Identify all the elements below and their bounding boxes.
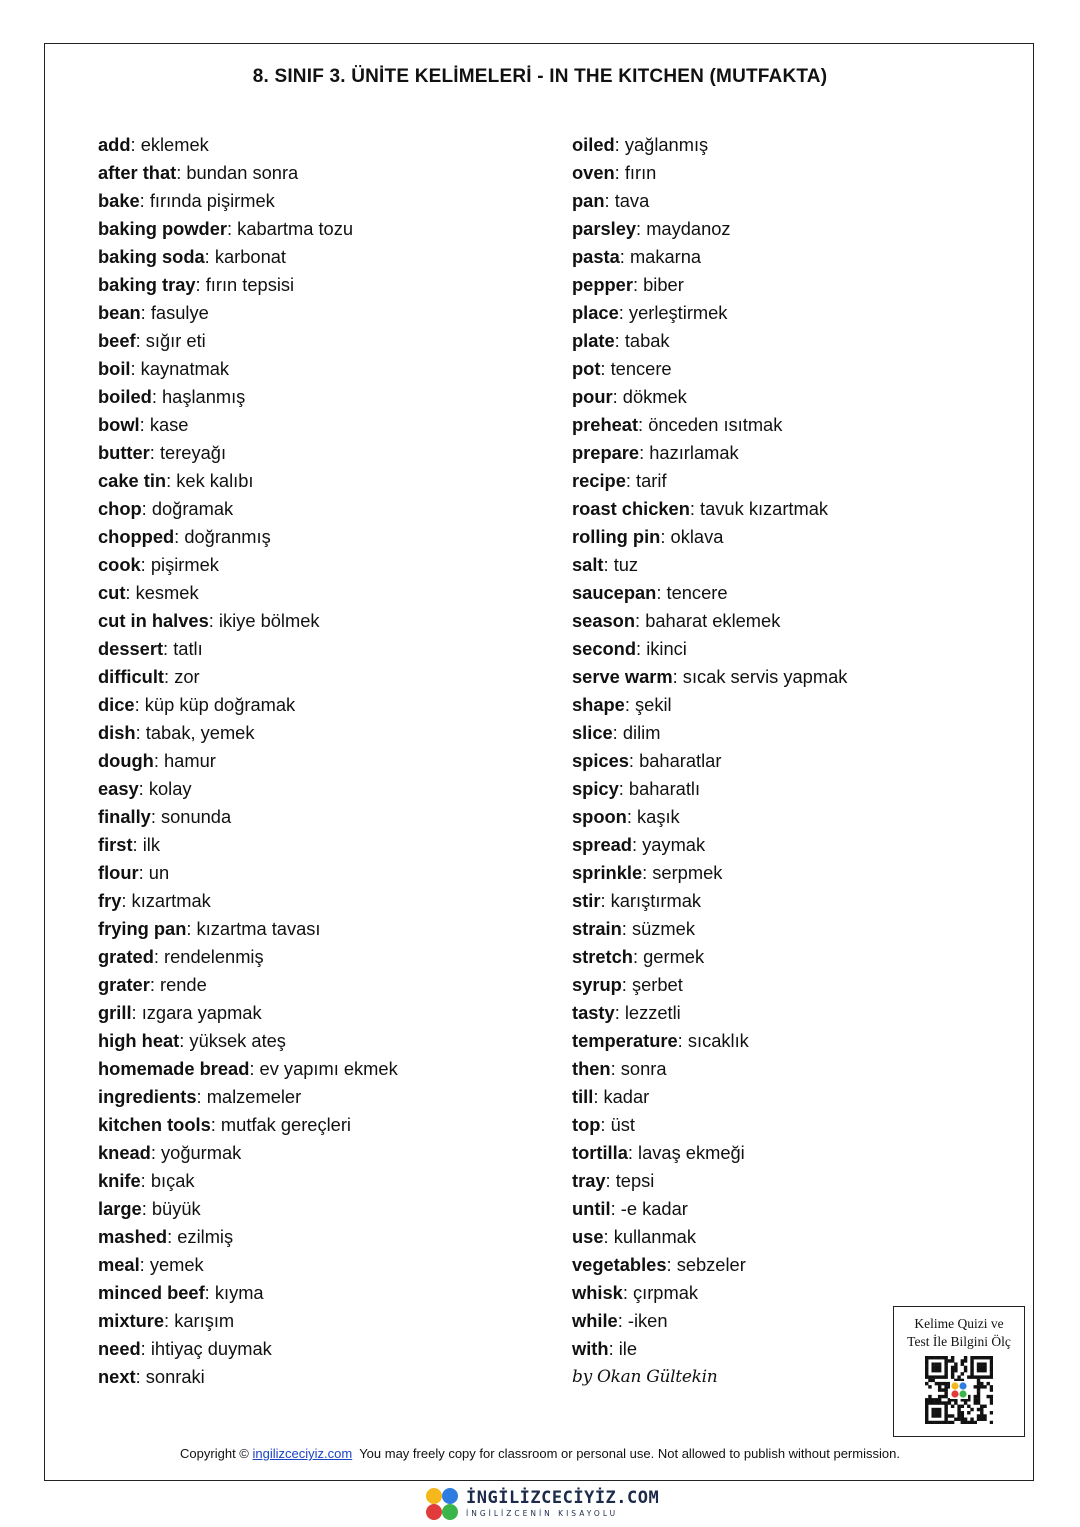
vocab-column-right bbox=[572, 131, 847, 1391]
vocab-meaning: şekil bbox=[635, 694, 672, 715]
vocab-meaning: sonra bbox=[620, 1058, 667, 1079]
vocab-entry: high heat: yüksek ateş bbox=[98, 1030, 286, 1051]
vocab-entry: cut in halves: ikiye bölmek bbox=[98, 610, 320, 631]
vocab-term: shape bbox=[572, 694, 625, 715]
vocab-entry: mixture: karışım bbox=[98, 1310, 235, 1331]
vocab-entry: next: sonraki bbox=[98, 1366, 205, 1387]
vocab-term: slice bbox=[572, 722, 613, 743]
vocab-term: second bbox=[572, 638, 637, 659]
vocab-term: baking tray bbox=[98, 274, 196, 295]
vocab-term: minced beef bbox=[98, 1282, 205, 1303]
vocab-meaning: yüksek ateş bbox=[189, 1030, 286, 1051]
vocab-entry: temperature: sıcaklık bbox=[572, 1030, 749, 1051]
vocab-meaning: üst bbox=[610, 1114, 635, 1135]
vocab-entry: use: kullanmak bbox=[572, 1226, 696, 1247]
vocab-entry: difficult: zor bbox=[98, 666, 200, 687]
vocab-meaning: çırpmak bbox=[632, 1282, 698, 1303]
vocab-term: spoon bbox=[572, 806, 627, 827]
vocab-meaning: tarif bbox=[636, 470, 667, 491]
vocab-term: recipe bbox=[572, 470, 626, 491]
vocab-meaning: sonraki bbox=[145, 1366, 205, 1387]
vocab-meaning: bıçak bbox=[150, 1170, 195, 1191]
vocab-term: grated bbox=[98, 946, 154, 967]
vocab-entry: frying pan: kızartma tavası bbox=[98, 918, 321, 939]
vocab-meaning: küp küp doğramak bbox=[144, 694, 296, 715]
vocab-term: stir bbox=[572, 890, 601, 911]
vocab-term: strain bbox=[572, 918, 622, 939]
vocab-entry: whisk: çırpmak bbox=[572, 1282, 698, 1303]
vocab-term: meal bbox=[98, 1254, 140, 1275]
vocab-entry: spices: baharatlar bbox=[572, 750, 722, 771]
vocab-term: top bbox=[572, 1114, 601, 1135]
vocab-entry: till: kadar bbox=[572, 1086, 650, 1107]
vocab-entry: spoon: kaşık bbox=[572, 806, 680, 827]
vocab-meaning: ikiye bölmek bbox=[218, 610, 320, 631]
vocab-term: until bbox=[572, 1198, 611, 1219]
vocab-meaning: kullanmak bbox=[613, 1226, 696, 1247]
vocab-term: stretch bbox=[572, 946, 633, 967]
vocab-term: boiled bbox=[98, 386, 152, 407]
vocab-term: spices bbox=[572, 750, 629, 771]
vocab-meaning: tabak, yemek bbox=[145, 722, 255, 743]
vocab-term: grater bbox=[98, 974, 150, 995]
vocab-term: dice bbox=[98, 694, 135, 715]
vocab-term: dish bbox=[98, 722, 136, 743]
vocab-term: oiled bbox=[572, 134, 615, 155]
vocab-entry: fry: kızartmak bbox=[98, 890, 211, 911]
vocab-entry: serve warm: sıcak servis yapmak bbox=[572, 666, 848, 687]
vocab-entry: tortilla: lavaş ekmeği bbox=[572, 1142, 745, 1163]
vocab-meaning: yağlanmış bbox=[624, 134, 709, 155]
vocab-term: cook bbox=[98, 554, 141, 575]
vocab-meaning: makarna bbox=[629, 246, 702, 267]
vocab-entry: spread: yaymak bbox=[572, 834, 706, 855]
vocab-entry: butter: tereyağı bbox=[98, 442, 227, 463]
vocab-meaning: karışım bbox=[174, 1310, 235, 1331]
vocab-meaning: tencere bbox=[666, 582, 728, 603]
vocab-entry: pot: tencere bbox=[572, 358, 672, 379]
vocab-meaning: lavaş ekmeği bbox=[638, 1142, 745, 1163]
vocab-entry: stir: karıştırmak bbox=[572, 890, 702, 911]
vocab-meaning: pişirmek bbox=[150, 554, 219, 575]
vocab-meaning: fırın tepsisi bbox=[205, 274, 295, 295]
vocab-term: need bbox=[98, 1338, 141, 1359]
vocab-entry: easy: kolay bbox=[98, 778, 192, 799]
vocab-meaning: kek kalıbı bbox=[176, 470, 254, 491]
vocab-term: parsley bbox=[572, 218, 637, 239]
vocab-term: bean bbox=[98, 302, 141, 323]
vocab-term: till bbox=[572, 1086, 594, 1107]
vocab-entry: flour: un bbox=[98, 862, 170, 883]
vocab-meaning: ihtiyaç duymak bbox=[150, 1338, 272, 1359]
vocab-meaning: karıştırmak bbox=[610, 890, 702, 911]
vocab-meaning: -iken bbox=[627, 1310, 668, 1331]
page-title: 8. SINIF 3. ÜNİTE KELİMELERİ - IN THE KITCHEN (MUTFAKTA) bbox=[252, 66, 828, 87]
vocab-entry: knead: yoğurmak bbox=[98, 1142, 242, 1163]
vocab-meaning: ezilmiş bbox=[177, 1226, 234, 1247]
vocab-entry: dough: hamur bbox=[98, 750, 216, 771]
vocab-meaning: bundan sonra bbox=[186, 162, 299, 183]
vocab-term: serve warm bbox=[572, 666, 673, 687]
vocab-term: spicy bbox=[572, 778, 619, 799]
vocab-entry: syrup: şerbet bbox=[572, 974, 683, 995]
copyright-notice: You may freely copy for classroom or personal use. Not allowed to publish without permission. bbox=[359, 1446, 900, 1461]
vocab-meaning: biber bbox=[643, 274, 684, 295]
vocab-entry: top: üst bbox=[572, 1114, 635, 1135]
vocab-entry: spicy: baharatlı bbox=[572, 778, 701, 799]
vocab-meaning: ikinci bbox=[646, 638, 687, 659]
vocab-term: large bbox=[98, 1198, 142, 1219]
vocab-term: mashed bbox=[98, 1226, 168, 1247]
vocab-meaning: önceden ısıtmak bbox=[648, 414, 783, 435]
vocab-entry: saucepan: tencere bbox=[572, 582, 728, 603]
vocab-term: season bbox=[572, 610, 636, 631]
vocab-entry: baking tray: fırın tepsisi bbox=[98, 274, 295, 295]
vocab-entry: cook: pişirmek bbox=[98, 554, 219, 575]
vocab-term: temperature bbox=[572, 1030, 678, 1051]
vocab-entry: pan: tava bbox=[572, 190, 650, 211]
vocab-entry: kitchen tools: mutfak gereçleri bbox=[98, 1114, 351, 1135]
vocab-entry: rolling pin: oklava bbox=[572, 526, 724, 547]
vocab-meaning: tencere bbox=[610, 358, 672, 379]
vocab-term: salt bbox=[572, 554, 604, 575]
vocab-entry: season: baharat eklemek bbox=[572, 610, 781, 631]
vocab-term: pot bbox=[572, 358, 601, 379]
author-signature: by Okan Gültekin bbox=[572, 1367, 718, 1387]
vocab-entry: pour: dökmek bbox=[572, 386, 687, 407]
vocab-term: tortilla bbox=[572, 1142, 628, 1163]
vocab-term: pour bbox=[572, 386, 613, 407]
vocab-entry: grill: ızgara yapmak bbox=[98, 1002, 262, 1023]
vocab-entry: baking soda: karbonat bbox=[98, 246, 286, 267]
vocab-entry: first: ilk bbox=[98, 834, 160, 855]
vocab-meaning: yerleştirmek bbox=[628, 302, 728, 323]
vocab-meaning: yoğurmak bbox=[161, 1142, 242, 1163]
logo-dots-icon bbox=[424, 1486, 460, 1522]
vocab-term: pepper bbox=[572, 274, 633, 295]
vocab-meaning: kabartma tozu bbox=[237, 218, 354, 239]
vocab-entry: grater: rende bbox=[98, 974, 207, 995]
vocab-term: tasty bbox=[572, 1002, 615, 1023]
vocab-entry: pasta: makarna bbox=[572, 246, 702, 267]
vocab-term: dessert bbox=[98, 638, 164, 659]
vocab-meaning: kıyma bbox=[214, 1282, 264, 1303]
vocab-column-left bbox=[98, 131, 398, 1391]
vocab-meaning: serpmek bbox=[652, 862, 723, 883]
vocab-meaning: yaymak bbox=[642, 834, 706, 855]
vocab-term: sprinkle bbox=[572, 862, 643, 883]
vocab-meaning: fırın bbox=[624, 162, 657, 183]
vocab-meaning: baharatlı bbox=[628, 778, 701, 799]
quiz-box-line1: Kelime Quizi ve bbox=[914, 1316, 1004, 1331]
vocab-term: baking soda bbox=[98, 246, 205, 267]
vocab-term: first bbox=[98, 834, 133, 855]
logo-wordmark: İNGİLİZCECİYİZ.COM bbox=[466, 1488, 660, 1509]
vocab-meaning: doğramak bbox=[151, 498, 234, 519]
vocab-meaning: zor bbox=[174, 666, 200, 687]
vocab-term: bowl bbox=[98, 414, 140, 435]
vocab-term: fry bbox=[98, 890, 122, 911]
vocab-meaning: ızgara yapmak bbox=[141, 1002, 262, 1023]
vocab-term: kitchen tools bbox=[98, 1114, 211, 1135]
vocab-entry: place: yerleştirmek bbox=[572, 302, 728, 323]
vocab-entry: bake: fırında pişirmek bbox=[98, 190, 275, 211]
vocab-term: tray bbox=[572, 1170, 606, 1191]
vocab-entry: mashed: ezilmiş bbox=[98, 1226, 234, 1247]
vocab-term: after that bbox=[98, 162, 177, 183]
vocab-term: next bbox=[98, 1366, 136, 1387]
vocab-meaning: haşlanmış bbox=[162, 386, 246, 407]
vocab-term: homemade bread bbox=[98, 1058, 250, 1079]
vocab-meaning: kadar bbox=[603, 1086, 650, 1107]
vocab-term: with bbox=[572, 1338, 609, 1359]
vocab-meaning: fasulye bbox=[150, 302, 209, 323]
vocab-entry: boil: kaynatmak bbox=[98, 358, 230, 379]
vocab-entry: dish: tabak, yemek bbox=[98, 722, 255, 743]
vocab-term: beef bbox=[98, 330, 136, 351]
vocab-meaning: şerbet bbox=[631, 974, 683, 995]
vocab-term: knife bbox=[98, 1170, 141, 1191]
vocab-meaning: doğranmış bbox=[184, 526, 271, 547]
vocab-term: boil bbox=[98, 358, 131, 379]
vocab-term: baking powder bbox=[98, 218, 227, 239]
vocab-meaning: tepsi bbox=[615, 1170, 655, 1191]
vocab-term: easy bbox=[98, 778, 139, 799]
vocab-term: saucepan bbox=[572, 582, 657, 603]
vocab-meaning: germek bbox=[643, 946, 705, 967]
vocab-term: grill bbox=[98, 1002, 132, 1023]
vocab-entry: with: ile bbox=[572, 1338, 638, 1359]
vocab-meaning: malzemeler bbox=[206, 1086, 302, 1107]
vocab-entry: ingredients: malzemeler bbox=[98, 1086, 302, 1107]
vocab-term: syrup bbox=[572, 974, 622, 995]
vocab-term: vegetables bbox=[572, 1254, 667, 1275]
vocab-term: cake tin bbox=[98, 470, 167, 491]
vocab-entry: cut: kesmek bbox=[98, 582, 199, 603]
vocab-entry: dessert: tatlı bbox=[98, 638, 203, 659]
vocab-term: butter bbox=[98, 442, 150, 463]
vocab-meaning: tavuk kızartmak bbox=[700, 498, 829, 519]
vocab-term: while bbox=[572, 1310, 618, 1331]
vocab-entry: dice: küp küp doğramak bbox=[98, 694, 296, 715]
vocab-entry: sprinkle: serpmek bbox=[572, 862, 723, 883]
vocab-term: then bbox=[572, 1058, 611, 1079]
vocab-entry: while: -iken bbox=[572, 1310, 668, 1331]
vocab-meaning: un bbox=[148, 862, 170, 883]
vocab-term: roast chicken bbox=[572, 498, 690, 519]
vocab-entry: beef: sığır eti bbox=[98, 330, 206, 351]
vocab-meaning: kaşık bbox=[637, 806, 680, 827]
vocab-entry: chop: doğramak bbox=[98, 498, 234, 519]
vocab-entry: tray: tepsi bbox=[572, 1170, 655, 1191]
vocab-term: whisk bbox=[572, 1282, 623, 1303]
vocab-meaning: yemek bbox=[149, 1254, 204, 1275]
quiz-box-text bbox=[894, 1315, 1024, 1351]
vocab-entry: second: ikinci bbox=[572, 638, 687, 659]
vocab-entry: until: -e kadar bbox=[572, 1198, 688, 1219]
vocab-entry: bean: fasulye bbox=[98, 302, 209, 323]
vocab-entry: oiled: yağlanmış bbox=[572, 134, 709, 155]
vocab-entry: grated: rendelenmiş bbox=[98, 946, 264, 967]
vocab-term: oven bbox=[572, 162, 615, 183]
vocab-entry: meal: yemek bbox=[98, 1254, 204, 1275]
vocab-term: bake bbox=[98, 190, 140, 211]
vocab-meaning: tava bbox=[614, 190, 650, 211]
vocab-term: cut in halves bbox=[98, 610, 209, 631]
vocab-term: knead bbox=[98, 1142, 151, 1163]
vocab-entry: after that: bundan sonra bbox=[98, 162, 299, 183]
vocab-meaning: süzmek bbox=[631, 918, 695, 939]
vocab-term: pasta bbox=[572, 246, 620, 267]
vocab-term: flour bbox=[98, 862, 139, 883]
vocab-entry: homemade bread: ev yapımı ekmek bbox=[98, 1058, 398, 1079]
vocab-entry: slice: dilim bbox=[572, 722, 661, 743]
vocab-meaning: kesmek bbox=[135, 582, 199, 603]
vocab-entry: boiled: haşlanmış bbox=[98, 386, 246, 407]
vocab-meaning: hazırlamak bbox=[649, 442, 739, 463]
vocab-meaning: mutfak gereçleri bbox=[220, 1114, 351, 1135]
site-link[interactable]: ingilizceciyiz.com bbox=[252, 1446, 353, 1461]
vocab-meaning: kızartmak bbox=[131, 890, 211, 911]
vocab-entry: salt: tuz bbox=[572, 554, 639, 575]
vocab-meaning: tatlı bbox=[173, 638, 203, 659]
vocab-entry: tasty: lezzetli bbox=[572, 1002, 681, 1023]
vocab-meaning: rendelenmiş bbox=[164, 946, 264, 967]
vocab-entry: plate: tabak bbox=[572, 330, 670, 351]
vocab-term: mixture bbox=[98, 1310, 165, 1331]
vocab-entry: shape: şekil bbox=[572, 694, 672, 715]
copyright-footer bbox=[0, 1446, 1080, 1461]
vocab-entry: parsley: maydanoz bbox=[572, 218, 731, 239]
vocab-term: prepare bbox=[572, 442, 640, 463]
vocab-term: preheat bbox=[572, 414, 639, 435]
vocab-meaning: karbonat bbox=[214, 246, 286, 267]
vocab-meaning: dilim bbox=[622, 722, 661, 743]
vocab-meaning: kolay bbox=[148, 778, 192, 799]
vocab-entry: roast chicken: tavuk kızartmak bbox=[572, 498, 829, 519]
vocab-term: frying pan bbox=[98, 918, 187, 939]
vocab-meaning: sonunda bbox=[161, 806, 232, 827]
vocab-meaning: fırında pişirmek bbox=[149, 190, 275, 211]
vocab-meaning: oklava bbox=[670, 526, 724, 547]
vocab-term: spread bbox=[572, 834, 632, 855]
vocab-entry: knife: bıçak bbox=[98, 1170, 195, 1191]
vocab-entry: oven: fırın bbox=[572, 162, 657, 183]
vocab-meaning: baharat eklemek bbox=[645, 610, 781, 631]
quiz-box-line2: Test İle Bilgini Ölç bbox=[907, 1334, 1011, 1349]
vocab-meaning: ev yapımı ekmek bbox=[259, 1058, 398, 1079]
vocab-term: difficult bbox=[98, 666, 165, 687]
vocab-entry: bowl: kase bbox=[98, 414, 189, 435]
vocab-meaning: sıcak servis yapmak bbox=[682, 666, 848, 687]
vocab-entry: vegetables: sebzeler bbox=[572, 1254, 746, 1275]
vocab-meaning: kaynatmak bbox=[140, 358, 230, 379]
vocab-term: high heat bbox=[98, 1030, 180, 1051]
vocab-term: finally bbox=[98, 806, 151, 827]
copyright-prefix: Copyright © bbox=[180, 1446, 249, 1461]
vocab-term: place bbox=[572, 302, 619, 323]
vocab-entry: pepper: biber bbox=[572, 274, 684, 295]
vocab-meaning: sıcaklık bbox=[687, 1030, 749, 1051]
vocab-entry: strain: süzmek bbox=[572, 918, 695, 939]
vocab-meaning: rende bbox=[160, 974, 207, 995]
vocab-term: chop bbox=[98, 498, 142, 519]
vocab-meaning: tabak bbox=[624, 330, 670, 351]
vocab-entry: recipe: tarif bbox=[572, 470, 667, 491]
vocab-meaning: lezzetli bbox=[624, 1002, 681, 1023]
vocab-entry: large: büyük bbox=[98, 1198, 201, 1219]
vocab-entry: cake tin: kek kalıbı bbox=[98, 470, 254, 491]
vocab-meaning: eklemek bbox=[140, 134, 209, 155]
qr-code-icon[interactable] bbox=[925, 1356, 993, 1424]
vocab-term: dough bbox=[98, 750, 154, 771]
vocab-term: pan bbox=[572, 190, 605, 211]
vocab-entry: chopped: doğranmış bbox=[98, 526, 271, 547]
vocab-meaning: ile bbox=[618, 1338, 638, 1359]
vocab-entry: minced beef: kıyma bbox=[98, 1282, 264, 1303]
vocab-meaning: sebzeler bbox=[676, 1254, 746, 1275]
vocab-meaning: dökmek bbox=[622, 386, 687, 407]
vocab-meaning: tuz bbox=[613, 554, 639, 575]
vocab-meaning: baharatlar bbox=[639, 750, 722, 771]
vocab-meaning: büyük bbox=[151, 1198, 201, 1219]
vocab-term: chopped bbox=[98, 526, 175, 547]
vocab-term: ingredients bbox=[98, 1086, 197, 1107]
logo-tagline: İNGİLİZCENİN KISAYOLU bbox=[466, 1509, 619, 1519]
vocab-meaning: -e kadar bbox=[620, 1198, 688, 1219]
vocab-entry: finally: sonunda bbox=[98, 806, 232, 827]
vocab-entry: need: ihtiyaç duymak bbox=[98, 1338, 272, 1359]
vocab-meaning: kase bbox=[149, 414, 189, 435]
vocab-meaning: sığır eti bbox=[145, 330, 206, 351]
quiz-box[interactable] bbox=[893, 1306, 1025, 1437]
vocab-meaning: maydanoz bbox=[646, 218, 731, 239]
vocab-meaning: ilk bbox=[142, 834, 160, 855]
vocab-entry: baking powder: kabartma tozu bbox=[98, 218, 354, 239]
vocab-meaning: tereyağı bbox=[159, 442, 227, 463]
site-logo bbox=[424, 1485, 659, 1523]
vocab-term: use bbox=[572, 1226, 604, 1247]
vocab-meaning: kızartma tavası bbox=[196, 918, 321, 939]
vocab-term: add bbox=[98, 134, 131, 155]
vocab-term: cut bbox=[98, 582, 126, 603]
vocab-entry: stretch: germek bbox=[572, 946, 705, 967]
vocab-entry: prepare: hazırlamak bbox=[572, 442, 739, 463]
vocab-term: rolling pin bbox=[572, 526, 661, 547]
vocab-meaning: hamur bbox=[164, 750, 216, 771]
vocab-entry: add: eklemek bbox=[98, 134, 209, 155]
vocab-entry: then: sonra bbox=[572, 1058, 667, 1079]
vocab-entry: preheat: önceden ısıtmak bbox=[572, 414, 783, 435]
vocab-term: plate bbox=[572, 330, 615, 351]
